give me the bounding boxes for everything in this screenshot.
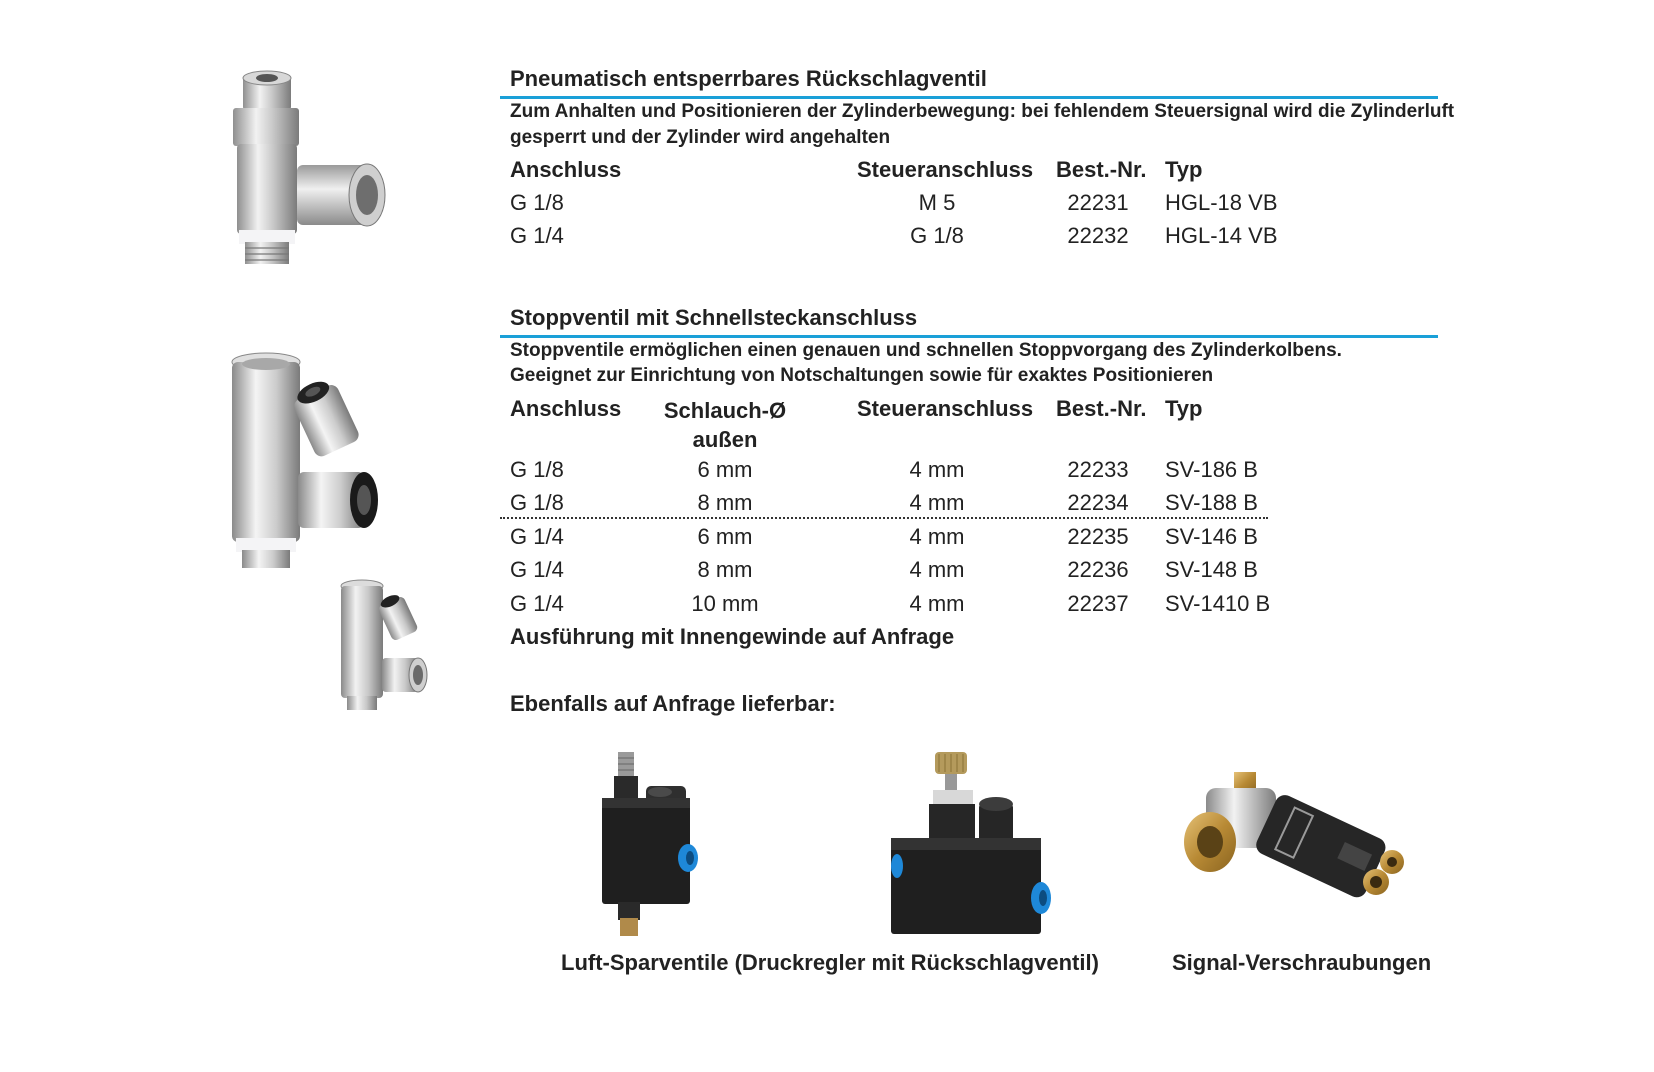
section2-row1-steueranschluss: 4 mm [909, 457, 965, 482]
row-group-divider [500, 517, 1268, 519]
section2-row2-steueranschluss: 4 mm [909, 490, 965, 515]
section1-description-line2: gesperrt und der Zylinder wird angehalten [510, 127, 891, 148]
stop-valve-large-image [228, 350, 378, 570]
signal-fitting-caption: Signal-Verschraubungen [1172, 950, 1432, 975]
section2-row3-bestnr: 22235 [1067, 524, 1129, 549]
section2-header-schlauch-line2: außen [692, 427, 758, 452]
section2-row4-anschluss: G 1/4 [510, 557, 564, 582]
section2-row5-schlauch: 10 mm [691, 591, 759, 616]
section2-header-schlauch-line1: Schlauch-Ø [663, 398, 787, 423]
section2-row4-steueranschluss: 4 mm [909, 557, 965, 582]
section2-row4-schlauch: 8 mm [697, 557, 753, 582]
section1-header-bestnr: Best.-Nr. [1056, 157, 1147, 182]
section2-row2-anschluss: G 1/8 [510, 490, 564, 515]
air-saving-valve-caption: Luft-Sparventile (Druckregler mit Rückschlagventil) [561, 950, 1099, 975]
section2-row3-steueranschluss: 4 mm [909, 524, 965, 549]
section1-header-steueranschluss: Steueranschluss [857, 157, 1034, 182]
section1-row1-bestnr: 22231 [1067, 190, 1129, 215]
section2-row1-bestnr: 22233 [1067, 457, 1129, 482]
section2-row3-typ: SV-146 B [1165, 524, 1258, 549]
section1-description-line1: Zum Anhalten und Positionieren der Zylinderbewegung: bei fehlendem Steuersignal wird die Zylinderluft [510, 101, 1455, 122]
section2-row4-typ: SV-148 B [1165, 557, 1258, 582]
section2-header-bestnr: Best.-Nr. [1056, 396, 1147, 421]
section1-title: Pneumatisch entsperrbares Rückschlagventil [510, 66, 987, 91]
section2-header-schlauch [655, 396, 795, 454]
section2-row3-schlauch: 6 mm [697, 524, 753, 549]
section2-note: Ausführung mit Innengewinde auf Anfrage [510, 624, 955, 649]
section2-header-anschluss: Anschluss [510, 396, 622, 421]
air-saving-valve-image-2 [885, 748, 1055, 940]
air-saving-valve-image-1 [598, 748, 708, 938]
signal-fitting-image [1180, 768, 1410, 918]
section2-row2-schlauch: 8 mm [697, 490, 753, 515]
section2-row2-bestnr: 22234 [1067, 490, 1129, 515]
section1-row1-anschluss: G 1/8 [510, 190, 564, 215]
section2-row1-schlauch: 6 mm [697, 457, 753, 482]
section2-title: Stoppventil mit Schnellsteckanschluss [510, 305, 918, 330]
section1-header-typ: Typ [1165, 157, 1203, 182]
section2-row5-bestnr: 22237 [1067, 591, 1129, 616]
section2-row3-anschluss: G 1/4 [510, 524, 564, 549]
section1-row1-typ: HGL-18 VB [1165, 190, 1278, 215]
also-available-heading: Ebenfalls auf Anfrage lieferbar: [510, 691, 836, 716]
section2-header-steueranschluss: Steueranschluss [857, 396, 1034, 421]
section1-row1-steueranschluss: M 5 [918, 190, 956, 215]
section2-row5-typ: SV-1410 B [1165, 591, 1271, 616]
stop-valve-small-image [338, 578, 428, 713]
section2-header-typ: Typ [1165, 396, 1203, 421]
section2-row1-typ: SV-186 B [1165, 457, 1258, 482]
section2-description-line1: Stoppventile ermöglichen einen genauen und schnellen Stoppvorgang des Zylinderkolbens. [510, 340, 1342, 361]
section2-row5-anschluss: G 1/4 [510, 591, 564, 616]
section1-row2-typ: HGL-14 VB [1165, 223, 1278, 248]
section2-row1-anschluss: G 1/8 [510, 457, 564, 482]
section2-row2-typ: SV-188 B [1165, 490, 1258, 515]
section1-row2-steueranschluss: G 1/8 [910, 223, 964, 248]
section2-description-line2: Geeignet zur Einrichtung von Notschaltungen sowie für exaktes Positionieren [510, 365, 1214, 386]
section2-row4-bestnr: 22236 [1067, 557, 1129, 582]
section1-header-anschluss: Anschluss [510, 157, 622, 182]
section1-row2-bestnr: 22232 [1067, 223, 1129, 248]
section1-row2-anschluss: G 1/4 [510, 223, 564, 248]
check-valve-image [225, 70, 405, 270]
section2-row5-steueranschluss: 4 mm [909, 591, 965, 616]
